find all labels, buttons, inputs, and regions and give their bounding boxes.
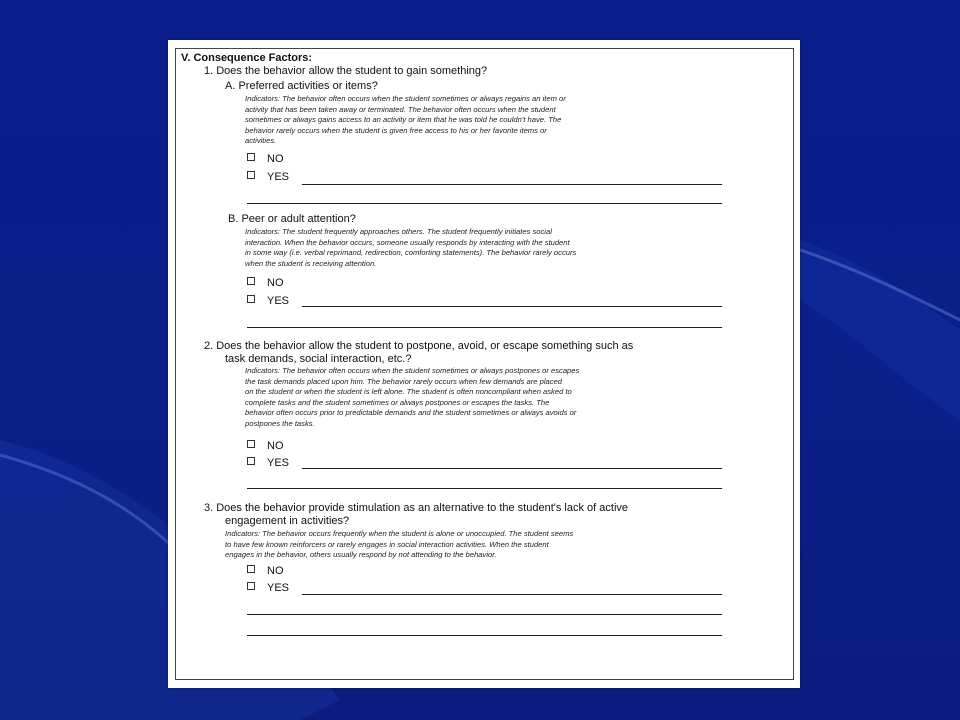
checkbox-icon[interactable] (247, 582, 255, 590)
q1a-yes-option[interactable]: YES (247, 171, 289, 183)
checkbox-icon[interactable] (247, 171, 255, 179)
question-1a-indicators: Indicators: The behavior often occurs when the student sometimes or always regains an item or activity that has been taken away or terminated. The behavior often occurs when the student sometimes or always gains access to an activity or item that he was told he couldn't have. The behavior rarely occurs when the student is given free access to his or her favorite items or activities. (245, 94, 566, 145)
question-3-line-1: 3. Does the behavior provide stimulation as an alternative to the student's lack of active (204, 502, 629, 514)
question-1a-title: A. Preferred activities or items? (225, 80, 378, 92)
question-2-line-1: 2. Does the behavior allow the student to postpone, avoid, or escape something such as (204, 340, 634, 352)
q1b-no-option[interactable]: NO (247, 277, 284, 289)
question-3-indicators: Indicators: The behavior occurs frequently when the student is alone or unoccupied. The student seems to have few known reinforcers or rarely engages in social interaction activities. When the student engages in the behavior, others usually respond by not attending to the behavior. (225, 529, 574, 559)
checkbox-icon[interactable] (247, 565, 255, 573)
q2-answer-line[interactable] (302, 468, 722, 469)
q3-yes-option[interactable]: YES (247, 582, 289, 594)
q3-no-option[interactable]: NO (247, 565, 284, 577)
checkbox-icon[interactable] (247, 457, 255, 465)
q2-no-option[interactable]: NO (247, 440, 284, 452)
q2-yes-option[interactable]: YES (247, 457, 289, 469)
checkbox-icon[interactable] (247, 277, 255, 285)
q1b-yes-option[interactable]: YES (247, 295, 289, 307)
q3-answer-line[interactable] (247, 614, 722, 615)
question-2-indicators: Indicators: The behavior often occurs when the student sometimes or always postpones or escapes the task demands placed upon him. The behavior rarely occurs when few demands are placed on the student or when the student is left alone. The student is often noncompliant when asked to complete tasks and the student sometimes or always postpones or escapes the tasks. The behavior often occurs prior to predictable demands and the student sometimes or always avoids or postpones the tasks. (245, 366, 580, 428)
q1b-answer-line[interactable] (302, 306, 722, 307)
q3-answer-line[interactable] (247, 635, 722, 636)
q2-answer-line[interactable] (247, 488, 722, 489)
checkbox-icon[interactable] (247, 440, 255, 448)
checkbox-icon[interactable] (247, 295, 255, 303)
checkbox-icon[interactable] (247, 153, 255, 161)
question-2-line-2: task demands, social interaction, etc.? (225, 353, 412, 365)
q1a-answer-line[interactable] (247, 203, 722, 204)
question-1: 1. Does the behavior allow the student to gain something? (204, 65, 488, 77)
question-1b-indicators: Indicators: The student frequently approaches others. The student frequently initiates social interaction. When the behavior occurs, someone usually responds by interacting with the student in some way (i.e. verbal reprimand, redirection, comforting statements). The behavior rarely occurs when the student is receiving attention. (245, 227, 577, 268)
question-3-line-2: engagement in activities? (225, 515, 350, 527)
question-1b-title: B. Peer or adult attention? (228, 213, 356, 225)
q1a-answer-line[interactable] (302, 184, 722, 185)
form-page (168, 40, 800, 688)
q1a-no-option[interactable]: NO (247, 153, 284, 165)
section-title: V. Consequence Factors: (181, 52, 313, 64)
q1b-answer-line[interactable] (247, 327, 722, 328)
q3-answer-line[interactable] (302, 594, 722, 595)
